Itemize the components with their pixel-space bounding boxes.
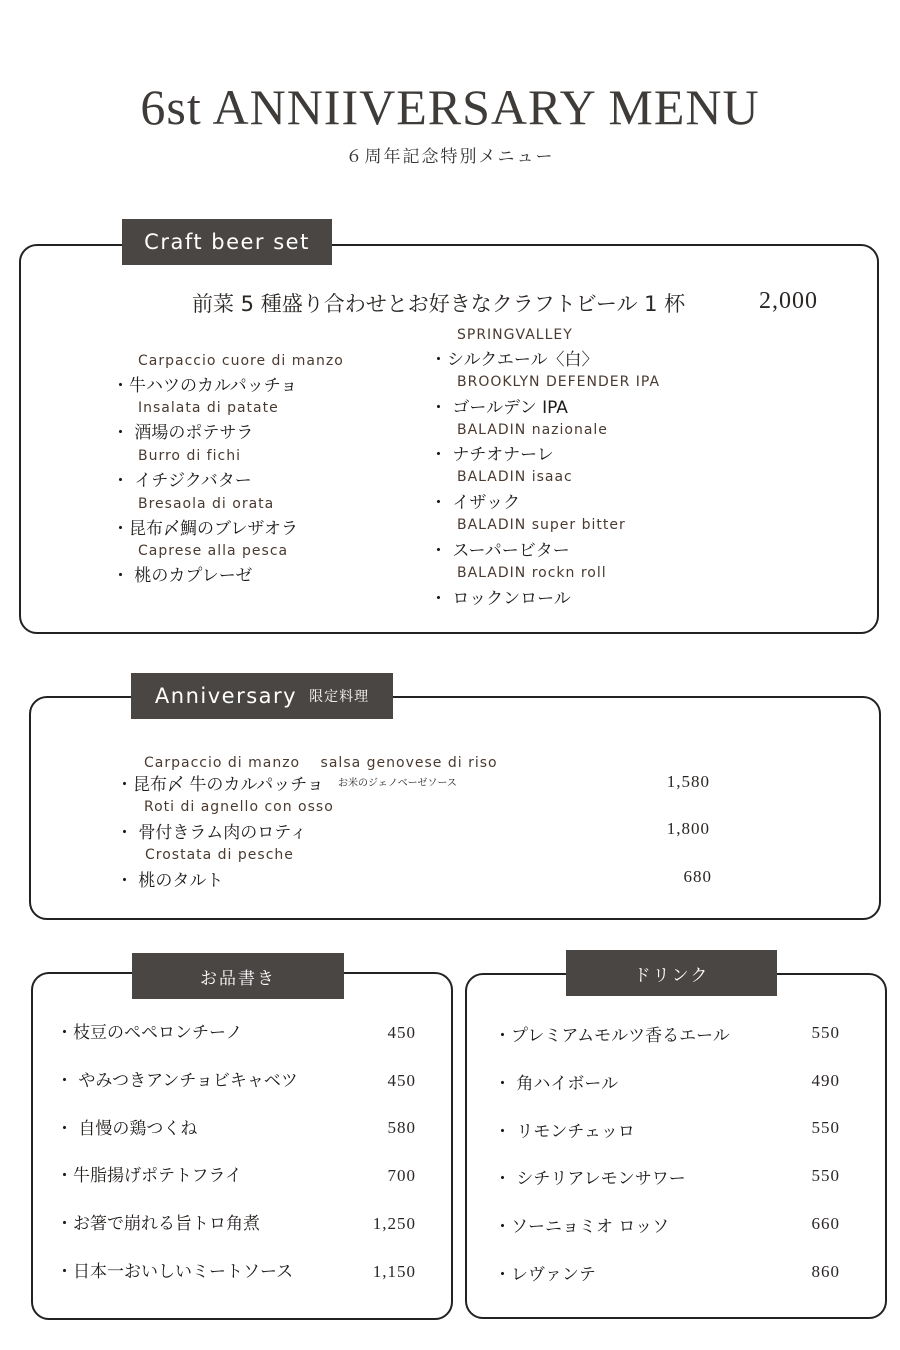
food-tab (132, 953, 344, 999)
food-price: 700 (387, 1166, 416, 1185)
appetizer-sub: Burro di fichi (138, 448, 241, 464)
appetizer-sub: Caprese alla pesca (138, 543, 289, 559)
food-item: ・枝豆のペペロンチーノ (56, 1023, 243, 1043)
anniversary-sub: Carpaccio di manzo salsa genovese di riso (144, 755, 498, 771)
food-price: 450 (387, 1023, 416, 1042)
drink-item: ・ 角ハイボール (494, 1074, 619, 1094)
food-item: ・お箸で崩れる旨トロ角煮 (56, 1214, 260, 1234)
food-tab-label: お品書き (200, 968, 276, 989)
anniversary-price: 1,800 (666, 819, 710, 838)
drink-price: 550 (811, 1118, 840, 1137)
drink-item: ・プレミアムモルツ香るエール (494, 1026, 730, 1046)
page-subtitle: ６周年記念特別メニュー (345, 147, 555, 167)
beer-item: ・ イザック (430, 493, 521, 513)
anniversary-item: ・昆布〆 牛のカルパッチョ (116, 775, 324, 795)
beer-sub: BALADIN isaac (457, 469, 573, 485)
drink-tab-label: ドリンク (633, 965, 710, 986)
appetizer-item: ・昆布〆鯛のブレザオラ (112, 519, 298, 539)
craft-price: 2,000 (759, 288, 818, 314)
drink-item: ・ シチリアレモンサワー (494, 1169, 686, 1189)
drink-item: ・ リモンチェッロ (494, 1122, 635, 1142)
anniversary-tab-note: 限定料理 (309, 689, 370, 705)
drink-tab (566, 950, 777, 996)
food-item: ・ やみつきアンチョビキャベツ (56, 1071, 298, 1091)
beer-item: ・ ロックンロール (430, 589, 571, 609)
beer-item: ・ スーパービター (430, 541, 570, 561)
appetizer-sub: Carpaccio cuore di manzo (138, 353, 344, 369)
drink-price: 490 (811, 1071, 840, 1090)
craft-headline: 前菜 5 種盛り合わせとお好きなクラフトビール 1 杯 (192, 292, 686, 316)
drink-item: ・ソーニョミオ ロッソ (494, 1217, 670, 1237)
food-item: ・ 自慢の鶏つくね (56, 1119, 198, 1139)
drink-item: ・レヴァンテ (494, 1265, 596, 1285)
appetizer-item: ・ 酒場のポテサラ (112, 423, 254, 443)
anniversary-sub: Crostata di pesche (145, 847, 294, 863)
food-item: ・日本一おいしいミートソース (56, 1262, 294, 1282)
craft-beer-tab (122, 219, 332, 265)
food-price: 1,250 (372, 1214, 416, 1233)
food-price: 450 (387, 1071, 416, 1090)
drink-price: 550 (811, 1166, 840, 1185)
appetizer-item: ・牛ハツのカルパッチョ (112, 376, 298, 396)
anniversary-item: ・ 桃のタルト (116, 871, 224, 891)
appetizer-sub: Bresaola di orata (138, 496, 275, 512)
beer-item: ・シルクエール〈白〉 (430, 350, 599, 370)
anniversary-price: 680 (683, 867, 712, 886)
anniversary-price: 1,580 (666, 772, 710, 791)
drink-price: 860 (811, 1262, 840, 1281)
anniversary-note: お米のジェノベーゼソース (338, 778, 457, 789)
anniversary-tab (131, 673, 393, 719)
beer-sub: BROOKLYN DEFENDER IPA (457, 374, 661, 390)
appetizer-sub: Insalata di patate (138, 400, 279, 416)
food-price: 1,150 (372, 1262, 416, 1281)
beer-item: ・ ナチオナーレ (430, 445, 554, 465)
beer-sub: BALADIN rockn roll (457, 565, 607, 581)
drink-price: 550 (811, 1023, 840, 1042)
beer-sub: BALADIN nazionale (457, 422, 608, 438)
craft-beer-tab-label: Craft beer set (144, 230, 310, 254)
drink-price: 660 (811, 1214, 840, 1233)
anniversary-tab-label: Anniversary (154, 684, 298, 708)
appetizer-item: ・ イチジクバター (112, 471, 252, 491)
beer-sub: BALADIN super bitter (457, 517, 626, 533)
anniversary-sub: Roti di agnello con osso (144, 799, 334, 815)
anniversary-item: ・ 骨付きラム肉のロティ (116, 823, 307, 843)
appetizer-item: ・ 桃のカプレーゼ (112, 566, 253, 586)
beer-sub: SPRINGVALLEY (457, 327, 573, 343)
beer-item: ・ ゴールデン IPA (430, 398, 568, 418)
food-item: ・牛脂揚げポテトフライ (56, 1166, 242, 1186)
food-price: 580 (387, 1118, 416, 1137)
page-title: 6st ANNIIVERSARY MENU (140, 79, 760, 135)
